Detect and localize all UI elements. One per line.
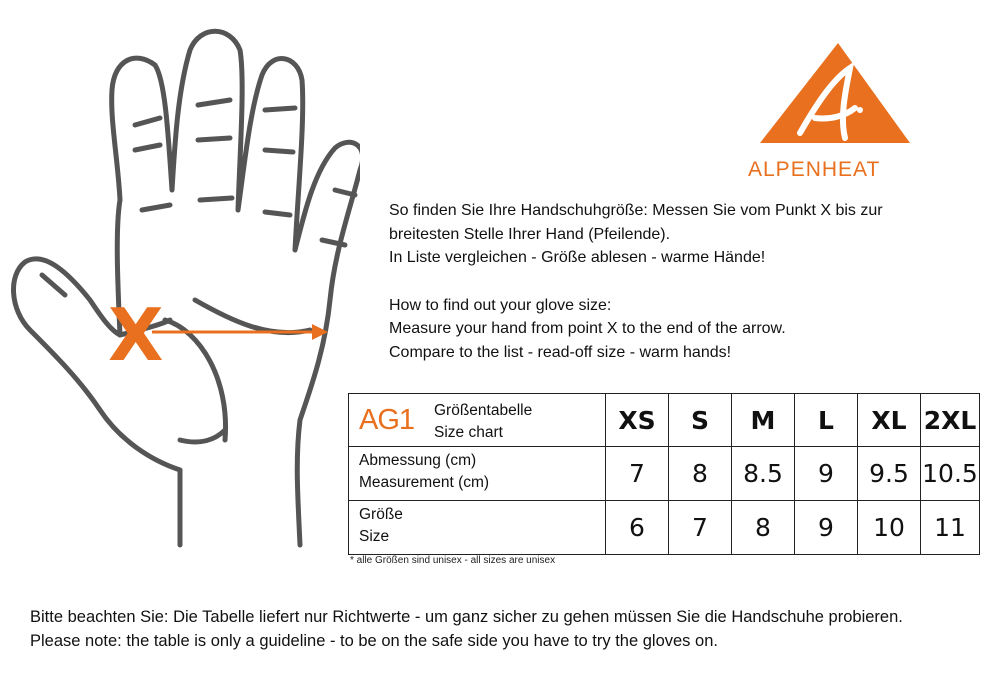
size-header: S — [669, 394, 732, 447]
table-cell: 8 — [732, 501, 795, 555]
table-cell: 7 — [606, 447, 669, 501]
table-cell: 8.5 — [732, 447, 795, 501]
table-title-en: Size chart — [434, 424, 503, 441]
size-header: 2XL — [921, 394, 980, 447]
footer-note — [30, 605, 903, 653]
size-table — [348, 393, 980, 555]
footer-en: Please note: the table is only a guideline - to be on the safe side you have to try the gloves on. — [30, 632, 718, 650]
row-label-de: Abmessung (cm) — [359, 452, 477, 469]
intro-en-line-3: Compare to the list - read-off size - warm hands! — [389, 343, 732, 361]
table-cell: 7 — [669, 501, 732, 555]
table-cell: 10 — [858, 501, 921, 555]
size-header: M — [732, 394, 795, 447]
row-label-en: Size — [359, 528, 390, 545]
table-header-row — [349, 394, 980, 447]
table-cell: 9 — [795, 447, 858, 501]
size-header: L — [795, 394, 858, 447]
intro-en-line-2: Measure your hand from point X to the end of the arrow. — [389, 320, 786, 337]
row-label — [349, 501, 606, 555]
table-title — [434, 400, 532, 444]
est-label: est. 1993 — [811, 51, 843, 88]
product-code: AG1 — [359, 404, 415, 436]
brand-name: ALPENHEAT — [748, 158, 881, 181]
x-marker: X — [108, 293, 164, 377]
intro-de-line-1: So finden Sie Ihre Handschuhgröße: Messen Sie vom Punkt X bis zur — [389, 202, 883, 219]
hand-illustration — [0, 0, 360, 560]
intro-en-line-1: How to find out your glove size: — [389, 296, 612, 314]
unisex-note: * alle Größen sind unisex - all sizes are unisex — [350, 555, 556, 566]
footer-de: Bitte beachten Sie: Die Tabelle liefert nur Richtwerte - um ganz sicher zu gehen müssen Sie die Handschuhe probieren. — [30, 608, 903, 626]
table-row — [349, 447, 980, 501]
table-row — [349, 501, 980, 555]
row-label — [349, 447, 606, 501]
table-cell: 11 — [921, 501, 980, 555]
row-label-en: Measurement (cm) — [359, 474, 490, 491]
table-cell: 9 — [795, 501, 858, 555]
size-header: XS — [606, 394, 669, 447]
table-title-de: Größentabelle — [434, 402, 533, 419]
row-label-de: Größe — [359, 506, 403, 523]
table-cell: 9.5 — [858, 447, 921, 501]
table-title-cell — [349, 394, 606, 447]
table-cell: 10.5 — [921, 447, 980, 501]
table-cell: 8 — [669, 447, 732, 501]
intro-de-line-3: In Liste vergleichen - Größe ablesen - warme Hände! — [389, 249, 766, 266]
intro-text — [389, 199, 883, 364]
table-cell: 6 — [606, 501, 669, 555]
intro-de-line-2: breitesten Stelle Ihrer Hand (Pfeilende). — [389, 225, 671, 243]
size-header: XL — [858, 394, 921, 447]
